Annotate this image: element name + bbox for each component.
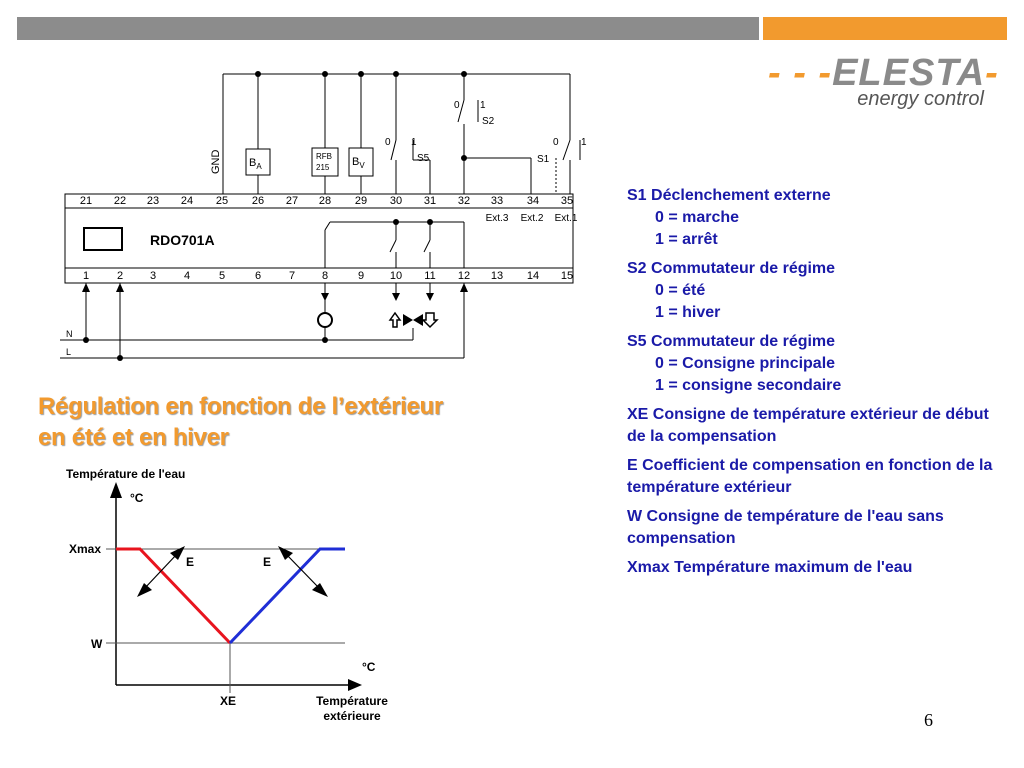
s2-label: S2 bbox=[482, 116, 495, 127]
compensation-graph bbox=[40, 460, 420, 730]
e-label-left: E bbox=[186, 555, 195, 569]
neutral-label: N bbox=[66, 329, 73, 339]
legend bbox=[627, 185, 1007, 586]
terminal-27: 27 bbox=[285, 195, 299, 207]
terminal-14: 14 bbox=[526, 270, 540, 282]
page-number: 6 bbox=[924, 710, 933, 730]
terminal-34: 34 bbox=[526, 195, 540, 207]
legend-s2 bbox=[627, 258, 1007, 324]
legend-w: W Consigne de température de l'eau sans compensation bbox=[627, 508, 944, 547]
gnd-label: GND bbox=[210, 149, 222, 174]
terminal-28: 28 bbox=[318, 195, 332, 207]
terminal-30: 30 bbox=[389, 195, 403, 207]
graph-xlabel-line1: Température bbox=[316, 694, 388, 708]
graph-xlabel-line2: extérieure bbox=[323, 709, 381, 723]
terminal-13: 13 bbox=[490, 270, 504, 282]
legend-title: S2 Commutateur de régime bbox=[627, 260, 836, 277]
legend-item: 0 = été bbox=[655, 282, 706, 299]
terminal-15: 15 bbox=[560, 270, 574, 282]
terminal-7: 7 bbox=[288, 270, 296, 282]
xe-label: XE bbox=[220, 694, 237, 708]
terminal-6: 6 bbox=[254, 270, 262, 282]
terminal-9: 9 bbox=[357, 270, 365, 282]
wiring-diagram bbox=[0, 0, 600, 380]
graph-ylabel: Température de l'eau bbox=[66, 467, 186, 481]
terminal-1: 1 bbox=[82, 270, 90, 282]
logo-tagline: energy control bbox=[857, 88, 984, 110]
s1-label: S1 bbox=[537, 154, 550, 165]
s5-label: S5 bbox=[417, 153, 430, 164]
legend-item: 1 = hiver bbox=[655, 304, 721, 321]
terminal-3: 3 bbox=[149, 270, 157, 282]
terminal-22: 22 bbox=[113, 195, 127, 207]
terminal-2: 2 bbox=[116, 270, 124, 282]
terminal-24: 24 bbox=[180, 195, 194, 207]
s2-pos1: 1 bbox=[480, 100, 486, 111]
terminal-11: 11 bbox=[424, 270, 436, 282]
terminal-26: 26 bbox=[251, 195, 265, 207]
heading bbox=[38, 391, 558, 453]
ext1-label: Ext.1 bbox=[554, 213, 578, 224]
legend-xmax: Xmax Température maximum de l'eau bbox=[627, 559, 913, 576]
ext3-label: Ext.3 bbox=[485, 213, 509, 224]
w-label: W bbox=[91, 637, 103, 651]
terminal-33: 33 bbox=[490, 195, 504, 207]
heading-line-1: Régulation en fonction de l’extérieur bbox=[38, 393, 443, 420]
header-orange-bar bbox=[763, 17, 1007, 40]
terminal-8: 8 bbox=[321, 270, 329, 282]
legend-item: 1 = arrêt bbox=[655, 231, 718, 248]
legend-title: S5 Commutateur de régime bbox=[627, 333, 836, 350]
legend-e: E Coefficient de compensation en fonction de la température extérieur bbox=[627, 457, 993, 496]
legend-item: 0 = marche bbox=[655, 209, 740, 226]
terminal-32: 32 bbox=[457, 195, 471, 207]
legend-s1 bbox=[627, 185, 1007, 251]
logo-brand: - - -ELESTA- bbox=[768, 52, 999, 94]
s5-pos1: 1 bbox=[411, 137, 417, 148]
rfb-label: RFB bbox=[316, 152, 332, 161]
device-name: RDO701A bbox=[150, 232, 215, 248]
elesta-logo bbox=[768, 52, 1008, 114]
terminal-35: 35 bbox=[560, 195, 574, 207]
s2-pos0: 0 bbox=[454, 100, 460, 111]
legend-title: S1 Déclenchement externe bbox=[627, 187, 831, 204]
terminal-31: 31 bbox=[423, 195, 437, 207]
rfb-model: 215 bbox=[316, 163, 330, 172]
bv-label: $B_V$ bbox=[352, 156, 365, 170]
xmax-label: Xmax bbox=[69, 542, 102, 556]
terminal-23: 23 bbox=[146, 195, 160, 207]
legend-item: 0 = Consigne principale bbox=[655, 355, 836, 372]
e-label-right: E bbox=[263, 555, 272, 569]
heading-line-2: en été et en hiver bbox=[38, 424, 229, 451]
terminal-21: 21 bbox=[79, 195, 93, 207]
terminal-29: 29 bbox=[354, 195, 368, 207]
s1-pos1: 1 bbox=[581, 137, 587, 148]
terminal-10: 10 bbox=[389, 270, 403, 282]
terminal-12: 12 bbox=[457, 270, 471, 282]
terminal-25: 25 bbox=[215, 195, 229, 207]
s5-pos0: 0 bbox=[385, 137, 391, 148]
graph-xunit: °C bbox=[362, 660, 376, 674]
graph-yunit: °C bbox=[130, 491, 144, 505]
legend-s5 bbox=[627, 331, 1007, 397]
legend-xe: XE Consigne de température extérieur de début de la compensation bbox=[627, 406, 989, 445]
terminal-5: 5 bbox=[218, 270, 226, 282]
terminal-4: 4 bbox=[183, 270, 191, 282]
s1-pos0: 0 bbox=[553, 137, 559, 148]
ba-label: $B_A$ bbox=[249, 157, 262, 171]
legend-item: 1 = consigne secondaire bbox=[655, 377, 842, 394]
live-label: L bbox=[66, 347, 72, 357]
ext2-label: Ext.2 bbox=[520, 213, 544, 224]
